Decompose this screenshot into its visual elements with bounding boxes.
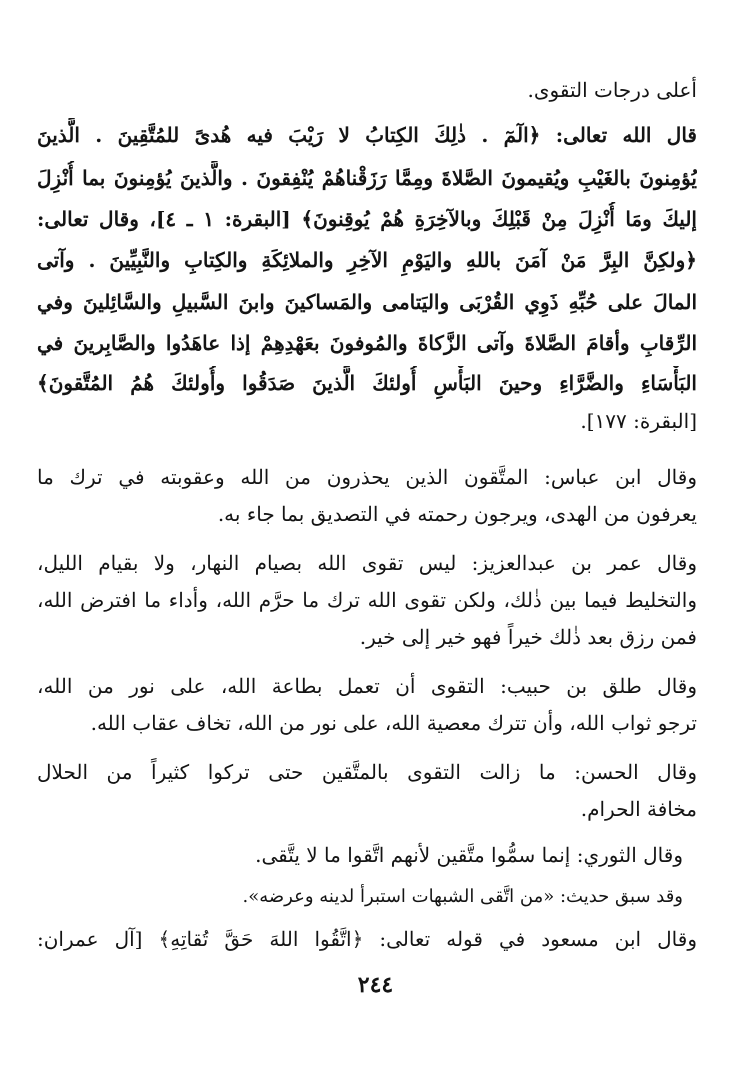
verse-line-5: المالَ على حُبِّهِ ذَوِي القُرْبَى واليَتامى والمَساكينَ وابنَ السَّبيلِ والسَّائِلينَ وفي: [37, 290, 697, 314]
talq-line-1: وقال طلق بن حبيب: التقوى أن تعمل بطاعة الله، على نور من الله،: [37, 674, 697, 698]
verse-line-2: يُؤمِنونَ بالغَيْبِ ويُقيمونَ الصَّلاةَ ومِمَّا رَزَقْناهُمْ يُنْفِقونَ . والَّذينَ يُؤمِنونَ بما أُنْزِلَ: [37, 166, 697, 190]
text-line-1: أعلى درجات التقوى.: [527, 78, 697, 102]
umar-line-3: فمن رزق بعد ذٰلك خيراً فهو خير إلى خير.: [359, 625, 697, 649]
umar-line-1: وقال عمر بن عبدالعزيز: ليس تقوى الله بصيام النهار، ولا بقيام الليل،: [37, 551, 697, 575]
verse-reference: [البقرة: ١٧٧].: [580, 409, 697, 433]
page-number: ٢٤٤: [357, 972, 394, 998]
umar-line-2: والتخليط فيما بين ذٰلك، ولكن تقوى الله ترك ما حرَّم الله، وأداء ما افترض الله،: [37, 588, 697, 612]
hadith-line: وقد سبق حديث: «من اتَّقى الشبهات استبرأ لدينه وعرضه».: [242, 886, 683, 907]
verse-line-4: ﴿ولكِنَّ البِرَّ مَنْ آمَنَ باللهِ واليَوْمِ الآخِرِ والملائِكَةِ والكِتابِ والنَّبِيِّينَ . وآتى: [37, 248, 697, 272]
verse-line-3: إليكَ ومَا أُنْزِلَ مِنْ قَبْلِكَ وبالآخِرَةِ هُمْ يُوقِنونَ﴾ [البقرة: ١ ـ ٤]، وقال تعالى:: [37, 207, 697, 231]
thawri-line: وقال الثوري: إنما سمُّوا متَّقين لأنهم اتَّقوا ما لا يتَّقى.: [255, 843, 683, 867]
verse-line-6: الرِّقابِ وأقامَ الصَّلاةَ وآتى الزَّكاةَ والمُوفونَ بعَهْدِهِمْ إذا عاهَدُوا والصَّابِرينَ في: [37, 331, 697, 355]
ibn-masud-line: وقال ابن مسعود في قوله تعالى: ﴿اتَّقُوا اللهَ حَقَّ تُقاتِهِ﴾ [آل عمران:: [37, 927, 697, 951]
talq-line-2: ترجو ثواب الله، وأن تترك معصية الله، على نور من الله، تخاف عقاب الله.: [90, 711, 697, 735]
hasan-line-1: وقال الحسن: ما زالت التقوى بالمتَّقين حتى تركوا كثيراً من الحلال: [37, 760, 697, 784]
ibn-abbas-line-2: يعرفون من الهدى، ويرجون رحمته في التصديق بما جاء به.: [217, 502, 697, 526]
verse-line-1: قال الله تعالى: ﴿الٓمٓ . ذٰلِكَ الكِتابُ لا رَيْبَ فيه هُدىً للمُتَّقِينَ . الَّذينَ: [37, 123, 697, 147]
verse-line-7: البَأْسَاءِ والضَّرَّاءِ وحينَ البَأْسِ أُولئكَ الَّذينَ صَدَقُوا وأُولئكَ هُمُ المُتَّقونَ﴾: [37, 371, 697, 395]
ibn-abbas-line-1: وقال ابن عباس: المتَّقون الذين يحذرون من الله وعقوبته في ترك ما: [37, 465, 697, 489]
hasan-line-2: مخافة الحرام.: [580, 797, 697, 821]
